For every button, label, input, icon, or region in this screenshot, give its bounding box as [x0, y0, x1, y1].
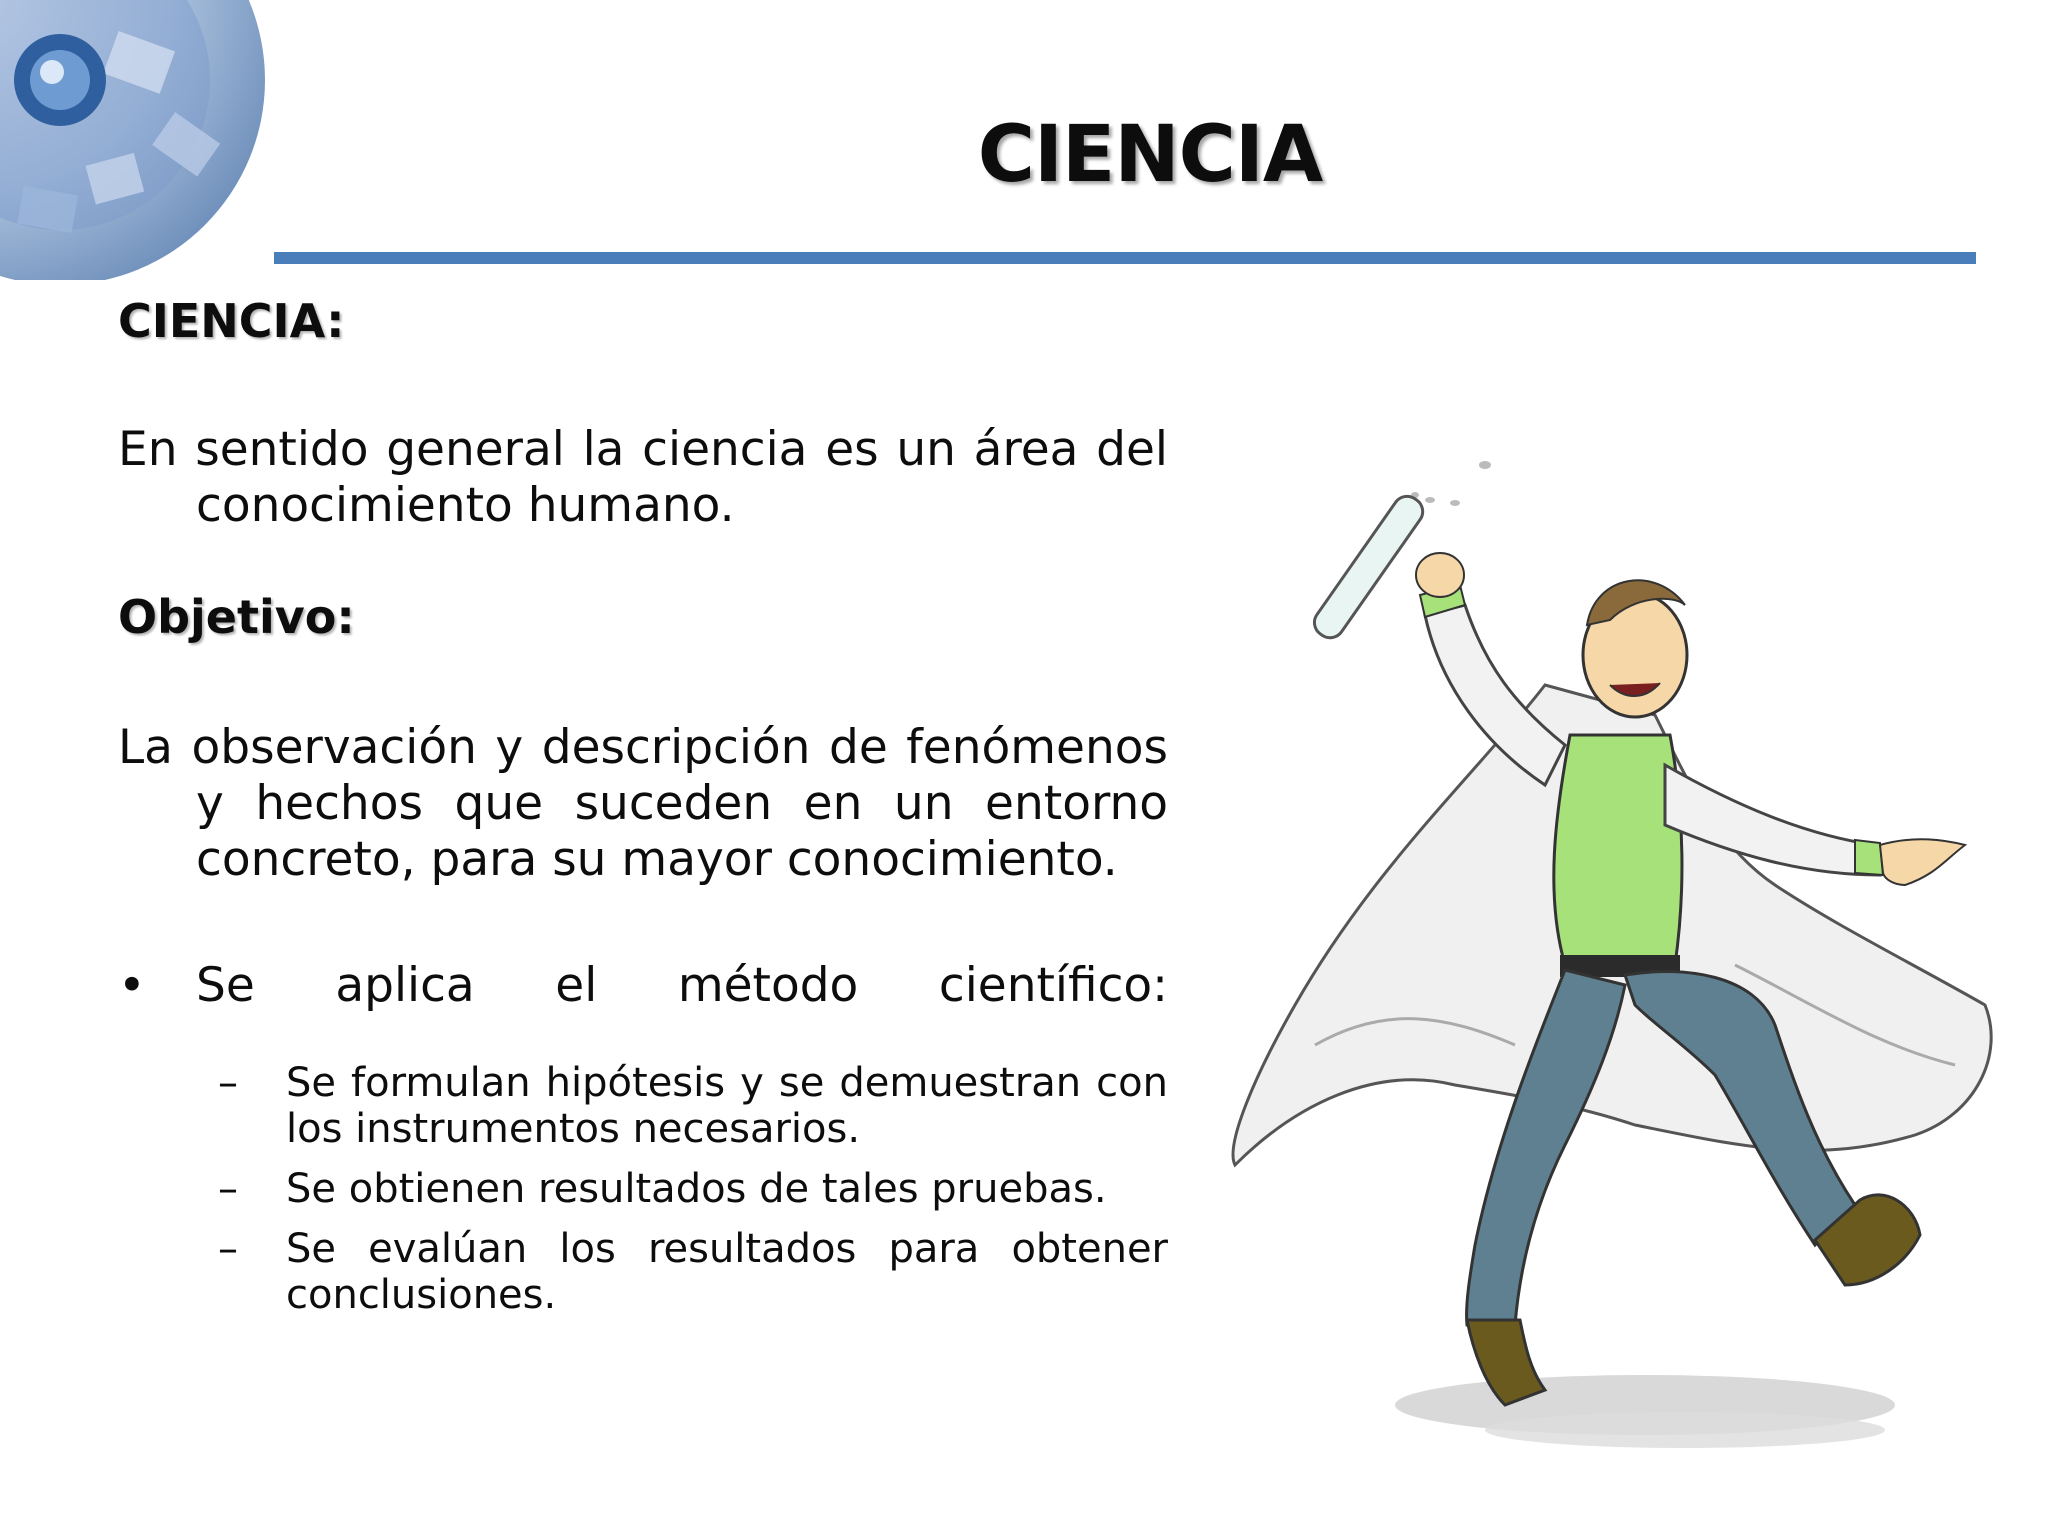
step-text: Se obtienen resultados de tales pruebas. [286, 1166, 1107, 1212]
bullet-word: Se [196, 958, 255, 1013]
list-item [118, 1166, 1168, 1212]
scientist-illustration [1215, 445, 2015, 1485]
paragraph-objective: La observación y descripción de fenómenos y hechos que suceden en un entorno concreto, para su mayor conocimiento. [118, 720, 1168, 887]
list-item [118, 1060, 1168, 1152]
dash-marker: – [218, 1166, 238, 1212]
globe-logo [0, 0, 280, 280]
heading-objetivo: Objetivo: [118, 590, 355, 644]
bullet-word: método [677, 958, 859, 1013]
bullet-text [196, 956, 1168, 1016]
title-underline [274, 252, 1976, 264]
list-item [118, 1226, 1168, 1318]
dash-marker: – [218, 1226, 238, 1272]
paragraph-definition: En sentido general la ciencia es un área del conocimiento humano. [118, 422, 1168, 533]
slide-title: CIENCIA [977, 110, 1323, 200]
bullet-marker: • [118, 958, 146, 1013]
method-steps [118, 1060, 1168, 1318]
slide-content [118, 290, 1168, 1318]
dash-marker: – [218, 1060, 238, 1106]
step-text: Se evalúan los resultados para obtener conclusiones. [286, 1226, 1168, 1318]
bullet-word: aplica [335, 958, 475, 1013]
step-text: Se formulan hipótesis y se demuestran con los instrumentos necesarios. [286, 1060, 1168, 1152]
heading-ciencia: CIENCIA: [118, 294, 345, 348]
bullet-word: científico: [938, 958, 1168, 1013]
bullet-method [118, 956, 1168, 1016]
bullet-word: el [555, 958, 598, 1013]
